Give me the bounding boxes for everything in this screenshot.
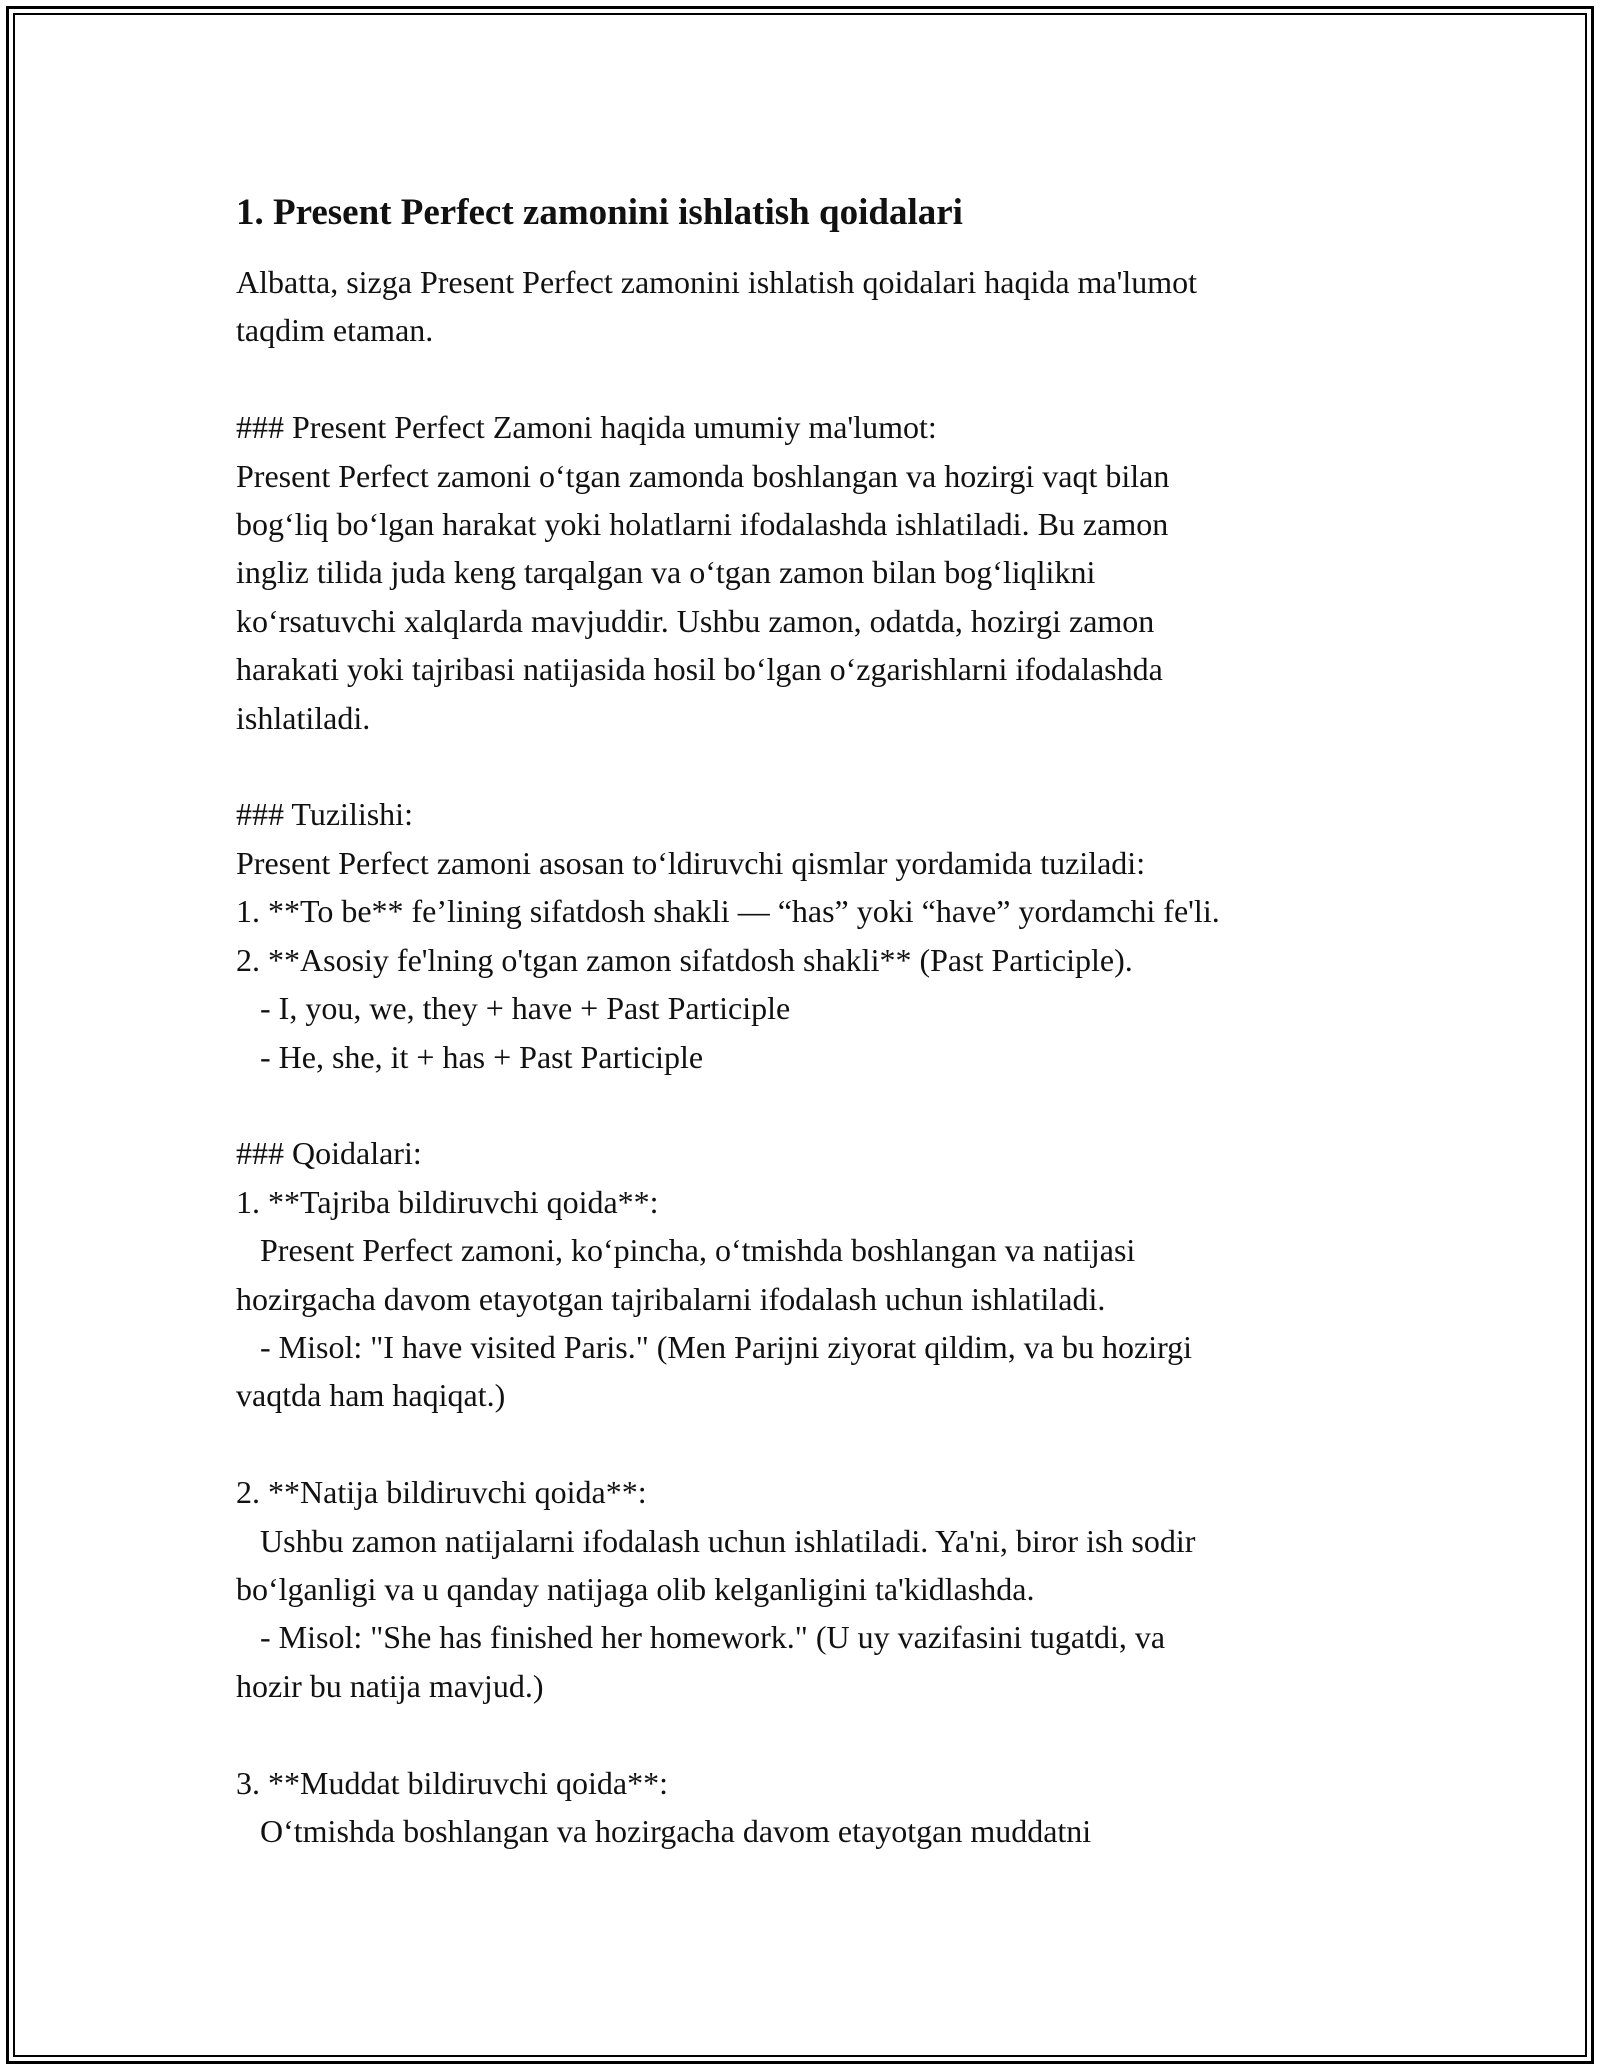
document-title: 1. Present Perfect zamonini ishlatish qoidalari — [236, 192, 963, 233]
document-body: Albatta, sizga Present Perfect zamonini ishlatish qoidalari haqida ma'lumot taqdim etaman. ### Present Perfect Zamoni haqida umumiy ma'lumot: Present Perfect zamoni o‘tgan zamonda boshlangan va hozirgi vaqt bilan bog‘liq bo‘lgan harakat yoki holatlarni ifodalashda ishlatiladi. Bu zamon ingliz tilida juda keng tarqalgan va o‘tgan zamon bilan bog‘liqlikni ko‘rsatuvchi xalqlarda mavjuddir. Ushbu zamon, odatda, hozirgi zamon harakati yoki tajribasi natijasida hosil bo‘lgan o‘zgarishlarni ifodalashda ishlatiladi. ### Tuzilishi: Present Perfect zamoni asosan to‘ldiruvchi qismlar yordamida tuziladi: 1. **To be** fe’lining sifatdosh shakli — “has” yoki “have” yordamchi fe'li. 2. **Asosiy fe'lning o'tgan zamon sifatdosh shakli** (Past Participle). - I, you, we, they + have + Past Participle - He, she, it + has + Past Participle ### Qoidalari: 1. **Tajriba bildiruvchi qoida**: Present Perfect zamoni, ko‘pincha, o‘tmishda boshlangan va natijasi hozirgacha davom etayotgan tajribalarni ifodalash uchun ishlatiladi. - Misol: "I have visited Paris." (Men Parijni ziyorat qildim, va bu hozirgi vaqtda ham haqiqat.) 2. **Natija bildiruvchi qoida**: Ushbu zamon natijalarni ifodalash uchun ishlatiladi. Ya'ni, biror ish sodir bo‘lganligi va u qanday natijaga olib kelganligini ta'kidlashda. - Misol: "She has finished her homework." (U uy vazifasini tugatdi, va hozir bu natija mavjud.) 3. **Muddat bildiruvchi qoida**: O‘tmishda boshlangan va hozirgacha davom etayotgan muddatni — [236, 264, 1220, 1849]
document-page — [236, 188, 1426, 1855]
